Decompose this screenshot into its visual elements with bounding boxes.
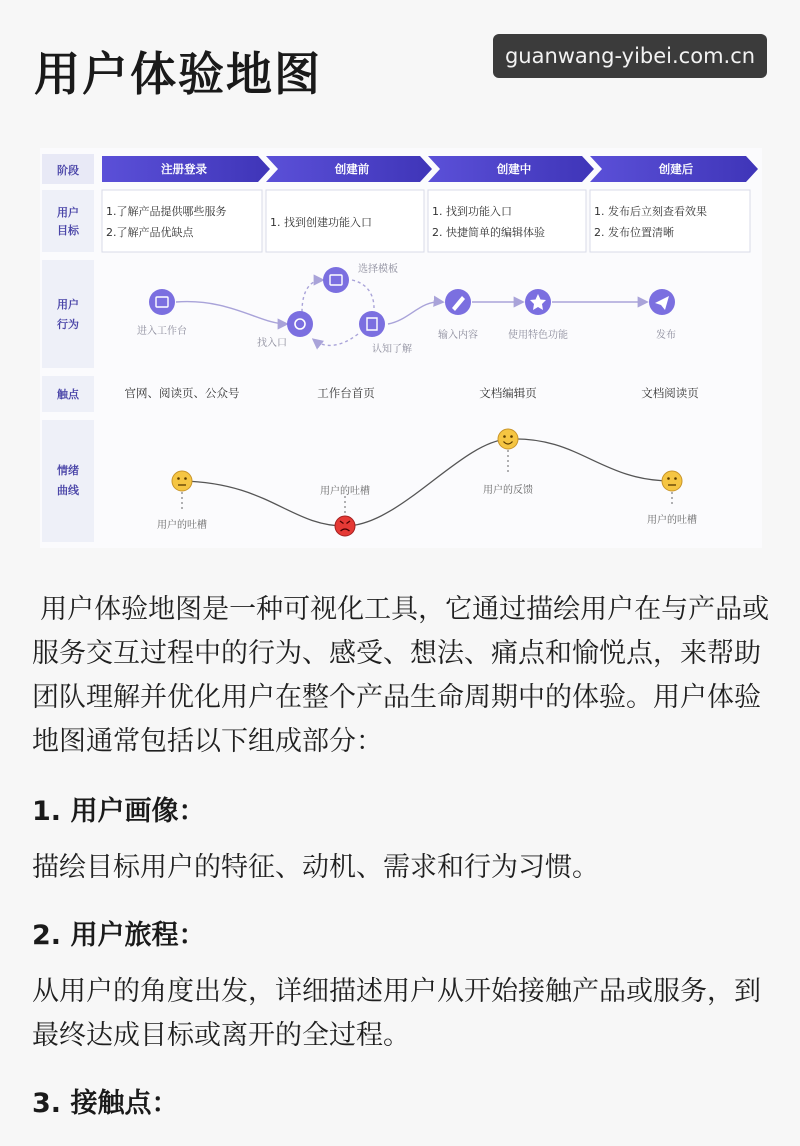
goal-box	[428, 190, 586, 252]
stage-label: 创建后	[658, 162, 694, 176]
goal-text: 2. 快捷简单的编辑体验	[432, 226, 545, 239]
angry-face-icon	[335, 516, 355, 536]
goal-text: 2.了解产品优缺点	[106, 226, 194, 239]
row-label-goal-1: 用户	[57, 206, 79, 219]
journey-map-canvas	[40, 148, 762, 548]
flow-line	[352, 280, 374, 308]
touchpoint-label: 官网、阅读页、公众号	[124, 386, 240, 400]
understand-node-icon	[359, 311, 385, 337]
touchpoint-label: 文档阅读页	[641, 386, 699, 400]
goal-box	[590, 190, 750, 252]
emotion-label: 用户的吐槽	[647, 515, 697, 526]
journey-map	[40, 148, 762, 548]
emotion-label: 用户的反馈	[483, 485, 533, 496]
touchpoint-label: 工作台首页	[317, 386, 375, 400]
flow-line	[176, 302, 286, 324]
flow-line	[314, 334, 358, 345]
flow-line	[388, 302, 442, 324]
section-heading: 1. 用户画像：	[32, 796, 206, 827]
behavior-label: 输入内容	[438, 330, 478, 341]
row-label-emotion-1: 情绪	[57, 464, 79, 477]
behavior-label: 选择模板	[358, 264, 398, 275]
flow-line	[302, 280, 322, 312]
section-body: 描绘目标用户的特征、动机、需求和行为习惯。	[32, 852, 599, 883]
find-entry-node-icon	[287, 311, 313, 337]
neutral-face-icon	[172, 471, 192, 491]
stage-label: 创建前	[334, 162, 370, 176]
happy-face-icon	[498, 429, 518, 449]
goal-label-cell	[42, 190, 94, 252]
emotion-label-cell	[42, 420, 94, 542]
emotion-label: 用户的吐槽	[157, 520, 207, 531]
behavior-label: 发布	[656, 330, 676, 341]
row-label-behavior-2: 行为	[57, 318, 79, 331]
emotion-label: 用户的吐槽	[320, 486, 370, 497]
stage-label: 创建中	[496, 162, 532, 176]
behavior-label: 使用特色功能	[508, 330, 568, 341]
watermark-badge: guanwang-yibei.com.cn	[493, 34, 767, 78]
goal-text: 1. 找到创建功能入口	[270, 216, 372, 229]
template-node-icon	[323, 267, 349, 293]
article-body	[32, 588, 772, 1138]
goal-text: 1.了解产品提供哪些服务	[106, 205, 227, 218]
row-label-emotion-2: 曲线	[57, 484, 79, 497]
touchpoint-label: 文档编辑页	[479, 386, 537, 400]
workspace-node-icon	[149, 289, 175, 315]
behavior-label: 认知了解	[372, 344, 412, 355]
stage-label: 注册登录	[161, 162, 207, 176]
row-label-stage: 阶段	[57, 164, 79, 177]
goal-text: 1. 找到功能入口	[432, 205, 512, 218]
row-label-behavior-1: 用户	[57, 298, 79, 311]
section-heading: 2. 用户旅程：	[32, 920, 206, 951]
goal-box	[102, 190, 262, 252]
page-title: 用户体验地图	[34, 47, 322, 101]
emotion-curve	[182, 439, 672, 526]
goal-text: 1. 发布后立刻查看效果	[594, 205, 707, 218]
behavior-label: 进入工作台	[137, 326, 187, 337]
section-body: 从用户的角度出发，详细描述用户从开始接触产品或服务，到最终达成目标或离开的全过程。	[32, 976, 761, 1051]
row-label-goal-2: 目标	[57, 224, 79, 237]
behavior-label: 找入口	[257, 338, 287, 349]
behavior-label-cell	[42, 260, 94, 368]
row-label-touchpoint: 触点	[57, 388, 79, 401]
section-heading: 3. 接触点：	[32, 1088, 179, 1119]
intro-paragraph: 用户体验地图是一种可视化工具，它通过描绘用户在与产品或服务交互过程中的行为、感受、想法、痛点和愉悦点，来帮助团队理解并优化用户在整个产品生命周期中的体验。用户体验地图通常包括以下组成部分：	[32, 594, 770, 757]
neutral-face-icon	[662, 471, 682, 491]
goal-text: 2. 发布位置清晰	[594, 226, 674, 239]
